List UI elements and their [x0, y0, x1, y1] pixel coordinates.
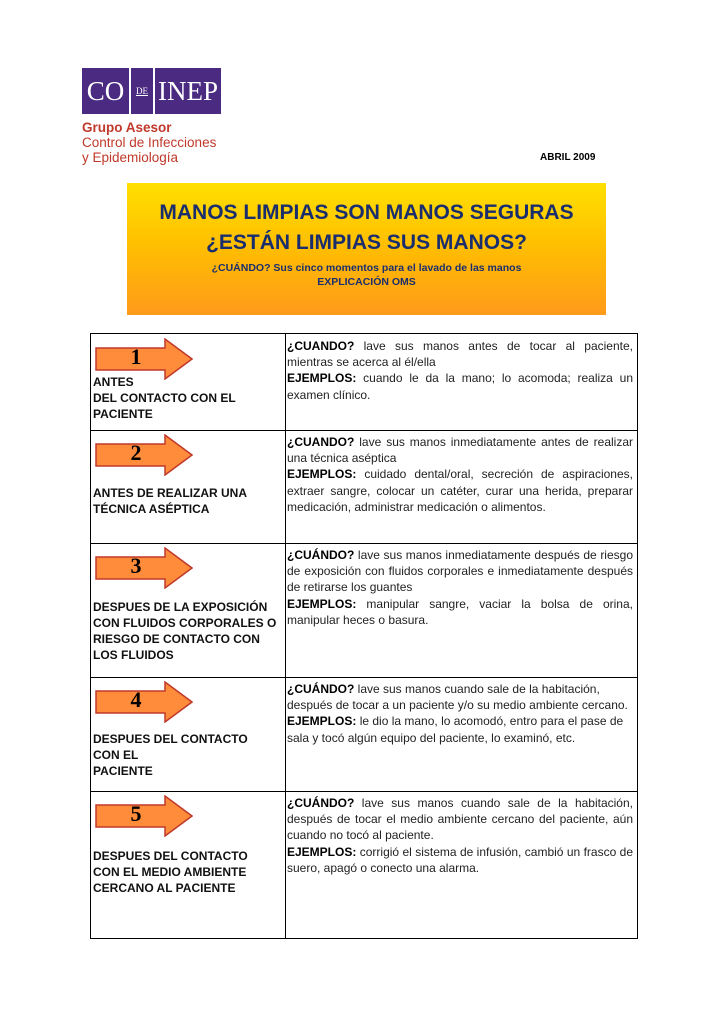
moment-label-line: LOS FLUIDOS [93, 648, 174, 662]
table-row-5 [91, 791, 637, 940]
examples-paragraph [287, 844, 633, 876]
moment-label [93, 731, 248, 779]
examples-label: EJEMPLOS: [287, 371, 357, 386]
moment-number: 3 [130, 553, 142, 578]
examples-paragraph [287, 596, 633, 628]
table-row-4 [91, 677, 637, 792]
moment-label [93, 599, 276, 663]
examples-text: cuando le da la mano; lo acomoda; realiza un examen clínico. [287, 371, 633, 402]
moment-label [93, 374, 236, 422]
logo-line-3: y Epidemiología [82, 150, 179, 165]
when-text: lave sus manos antes de tocar al paciente, mientras se acerca al él/ella [287, 339, 633, 370]
examples-label: EJEMPLOS: [287, 714, 357, 729]
row-5-left [91, 791, 285, 940]
when-label: ¿CUÁNDO? [287, 796, 355, 810]
when-text: lave sus manos cuando sale de la habitación, después de tocar el medio ambiente cercano del paciente, aún cuando no tocó al paciente. [287, 796, 633, 843]
moment-label-line: DESPUES DEL CONTACTO [93, 732, 248, 746]
when-paragraph [287, 795, 633, 844]
examples-label: EJEMPLOS: [287, 596, 357, 611]
logo [82, 68, 221, 114]
when-paragraph [287, 547, 633, 596]
banner-title-2: ¿ESTÁN LIMPIAS SUS MANOS? [206, 231, 527, 254]
when-paragraph [287, 338, 633, 370]
banner-title-1: MANOS LIMPIAS SON MANOS SEGURAS [159, 201, 574, 224]
moment-label-line: TÉCNICA ASÉPTICA [93, 502, 210, 516]
document-date: ABRIL 2009 [540, 152, 596, 163]
moment-description [287, 547, 633, 628]
when-paragraph [287, 434, 633, 466]
examples-text: le dio la mano, lo acomodó, entro para el pase de sala y tocó algún equipo del paciente, lo examinó, etc. [287, 714, 624, 745]
logo-part-inep: INEP [155, 68, 221, 114]
banner-subtitle-1: ¿CUÁNDO? Sus cinco momentos para el lavado de las manos [211, 262, 522, 274]
moment-label-line: CERCANO AL PACIENTE [93, 881, 236, 895]
moment-label-line: PACIENTE [93, 764, 153, 778]
row-2-left [91, 430, 285, 543]
examples-text: cuidado dental/oral, secreción de aspiraciones, extraer sangre, colocar un catéter, curar una herida, preparar medicación, administrar medicación o alimentos. [287, 467, 633, 514]
examples-label: EJEMPLOS: [287, 467, 357, 482]
moment-label-line: DESPUES DE LA EXPOSICIÓN [93, 600, 268, 614]
logo-part-de-text: DE [136, 86, 148, 96]
when-label: ¿CUANDO? [287, 339, 355, 353]
table-row-2 [91, 430, 637, 544]
moment-label [93, 848, 248, 896]
row-3-left [91, 543, 285, 677]
moment-number: 2 [130, 440, 142, 465]
moment-label-line: CON EL [93, 748, 139, 762]
examples-paragraph [287, 466, 633, 515]
logo-line-2: Control de Infecciones [82, 135, 217, 150]
moment-label-line: RIESGO DE CONTACTO CON [93, 632, 260, 646]
examples-label: EJEMPLOS: [287, 844, 357, 859]
when-text: lave sus manos inmediatamente antes de realizar una técnica aséptica [287, 435, 633, 466]
when-text: lave sus manos cuando sale de la habitación, después de tocar a un paciente y/o su medio ambiente cercano. [287, 682, 628, 713]
when-text: lave sus manos inmediatamente después de riesgo de exposición con fluidos corporales e inmediatamente después de retirarse los guantes [287, 548, 633, 595]
moment-description [287, 434, 633, 515]
moment-label-line: ANTES DE REALIZAR UNA [93, 486, 248, 500]
when-label: ¿CUÁNDO? [287, 682, 355, 696]
logo-part-de [131, 68, 155, 114]
moment-number: 4 [130, 687, 142, 712]
moment-label-line: ANTES [93, 375, 134, 389]
when-label: ¿CUANDO? [287, 435, 355, 449]
title-banner [127, 183, 606, 315]
logo-line-1: Grupo Asesor [82, 120, 172, 135]
table-row-3 [91, 543, 637, 678]
moment-number: 5 [130, 801, 142, 826]
moment-label-line: DESPUES DEL CONTACTO [93, 849, 248, 863]
examples-paragraph [287, 713, 633, 745]
banner-subtitle-2: EXPLICACIÓN OMS [317, 276, 416, 288]
row-1-left [91, 334, 285, 430]
moment-label-line: CON FLUIDOS CORPORALES O [93, 616, 277, 630]
logo-part-co: CO [82, 68, 131, 114]
row-4-left [91, 677, 285, 791]
logo-text [82, 120, 216, 165]
moment-label-line: CON EL MEDIO AMBIENTE [93, 865, 247, 879]
moment-description [287, 338, 633, 403]
moment-description [287, 795, 633, 876]
five-moments-table [90, 333, 638, 939]
examples-text: corrigió el sistema de infusión, cambió un frasco de suero, apagó o conecto una alarma. [287, 844, 633, 875]
moment-label-line: PACIENTE [93, 407, 153, 421]
moment-label [93, 485, 247, 517]
examples-paragraph [287, 370, 633, 402]
table-row-1 [91, 334, 637, 431]
moment-description [287, 681, 633, 746]
when-paragraph [287, 681, 633, 713]
when-label: ¿CUÁNDO? [287, 548, 355, 562]
examples-text: manipular sangre, vaciar la bolsa de orina, manipular heces o basura. [287, 596, 633, 627]
moment-label-line: DEL CONTACTO CON EL [93, 391, 236, 405]
moment-number: 1 [130, 344, 142, 369]
